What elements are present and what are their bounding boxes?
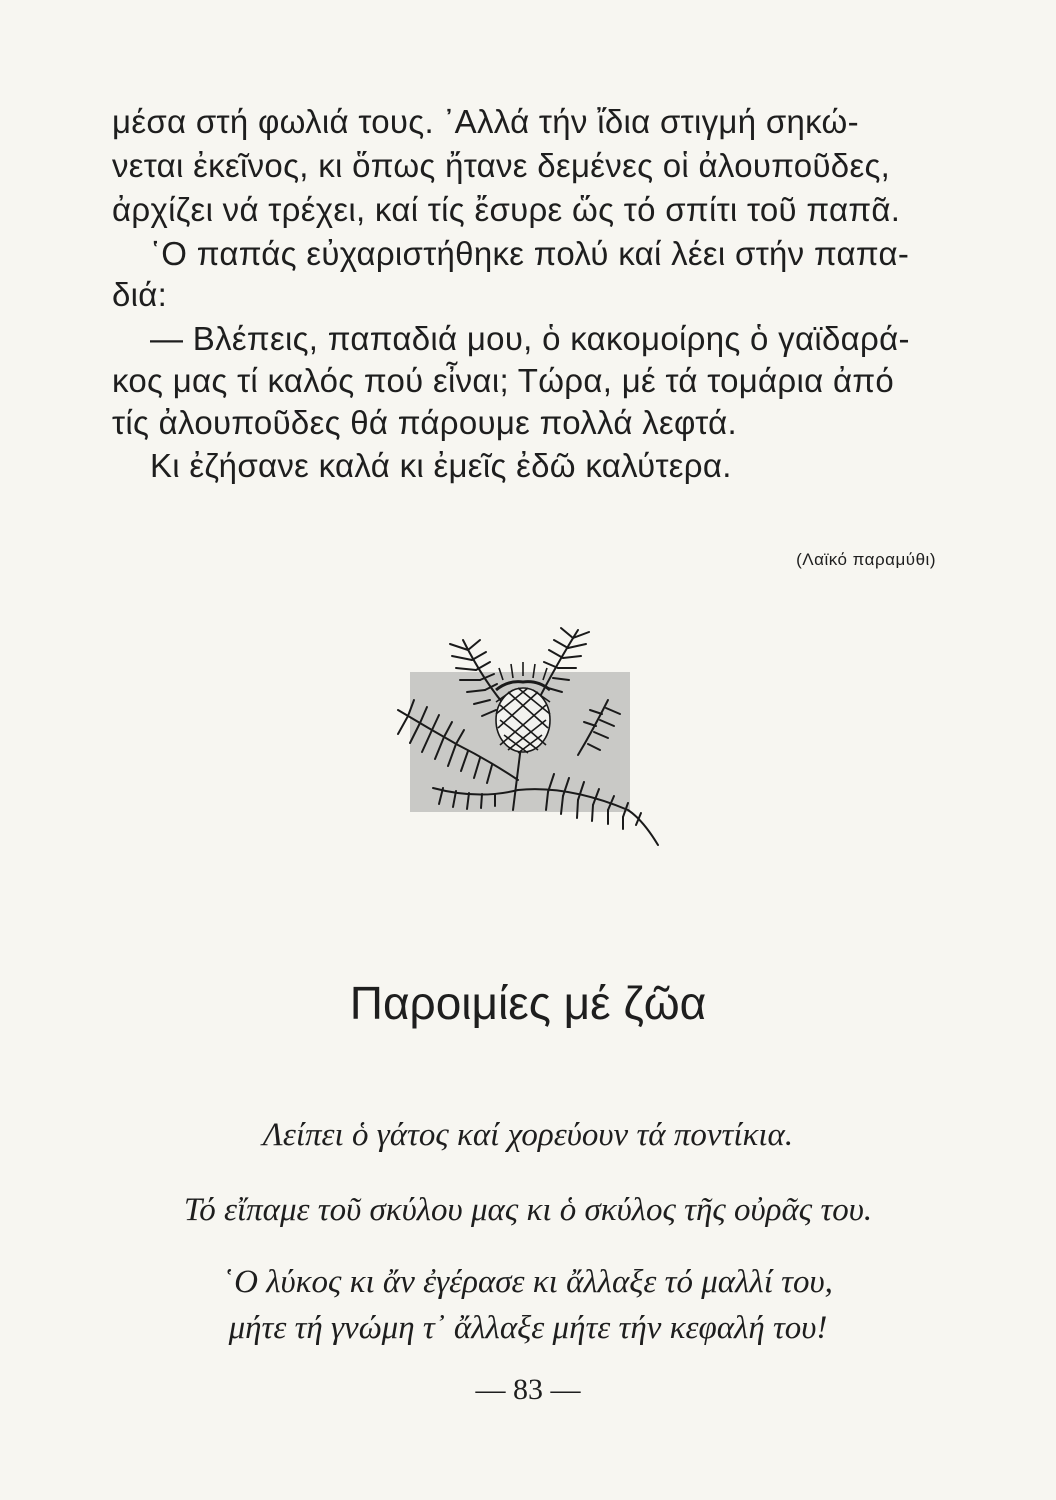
proverb-1: Λείπει ὁ γάτος καί χορεύουν τά ποντίκια. bbox=[262, 1117, 794, 1153]
story-dialogue-line-2: κος μας τί καλός πού εἶναι; Τώρα, μέ τά τομάρια ἀπό bbox=[112, 362, 895, 399]
story-line-3: ἀρχίζει νά τρέχει, καί τίς ἔσυρε ὥς τό σπίτι τοῦ παπᾶ. bbox=[112, 191, 901, 228]
story-dialogue-line-3: τίς ἀλουποῦδες θά πάρουμε πολλά λεφτά. bbox=[112, 404, 737, 441]
story-dialogue-line-1: — Βλέπεις, παπαδιά μου, ὁ κακομοίρης ὁ γαϊδαρά- bbox=[150, 320, 910, 357]
thistle-branch-icon bbox=[368, 610, 688, 855]
story-line-4: ῾Ο παπάς εὐχαριστήθηκε πολύ καί λέει στήν παπα- bbox=[150, 235, 910, 272]
story-line-2: νεται ἐκεῖνος, κι ὅπως ἤτανε δεμένες οἱ ἀλουποῦδες, bbox=[112, 147, 891, 184]
story-line-5: διά: bbox=[112, 276, 168, 313]
story-closing-line: Κι ἐζήσανε καλά κι ἐμεῖς ἐδῶ καλύτερα. bbox=[150, 447, 732, 484]
page-number: — 83 — bbox=[475, 1373, 581, 1406]
proverb-3-line-1: ῾Ο λύκος κι ἄν ἐγέρασε κι ἄλλαξε τό μαλλί του, bbox=[223, 1264, 833, 1300]
section-title: Παροιμίες μέ ζῶα bbox=[349, 977, 707, 1029]
story-line-1: μέσα στή φωλιά τους. ᾿Αλλά τήν ἴδια στιγμή σηκώ- bbox=[112, 103, 859, 140]
proverb-2: Τό εἴπαμε τοῦ σκύλου μας κι ὁ σκύλος τῆς οὐρᾶς του. bbox=[183, 1192, 873, 1228]
proverb-3-line-2: μήτε τή γνώμη τ᾿ ἄλλαξε μήτε τήν κεφαλή του! bbox=[228, 1310, 828, 1346]
story-source: (Λαϊκό παραμύθι) bbox=[796, 550, 936, 569]
